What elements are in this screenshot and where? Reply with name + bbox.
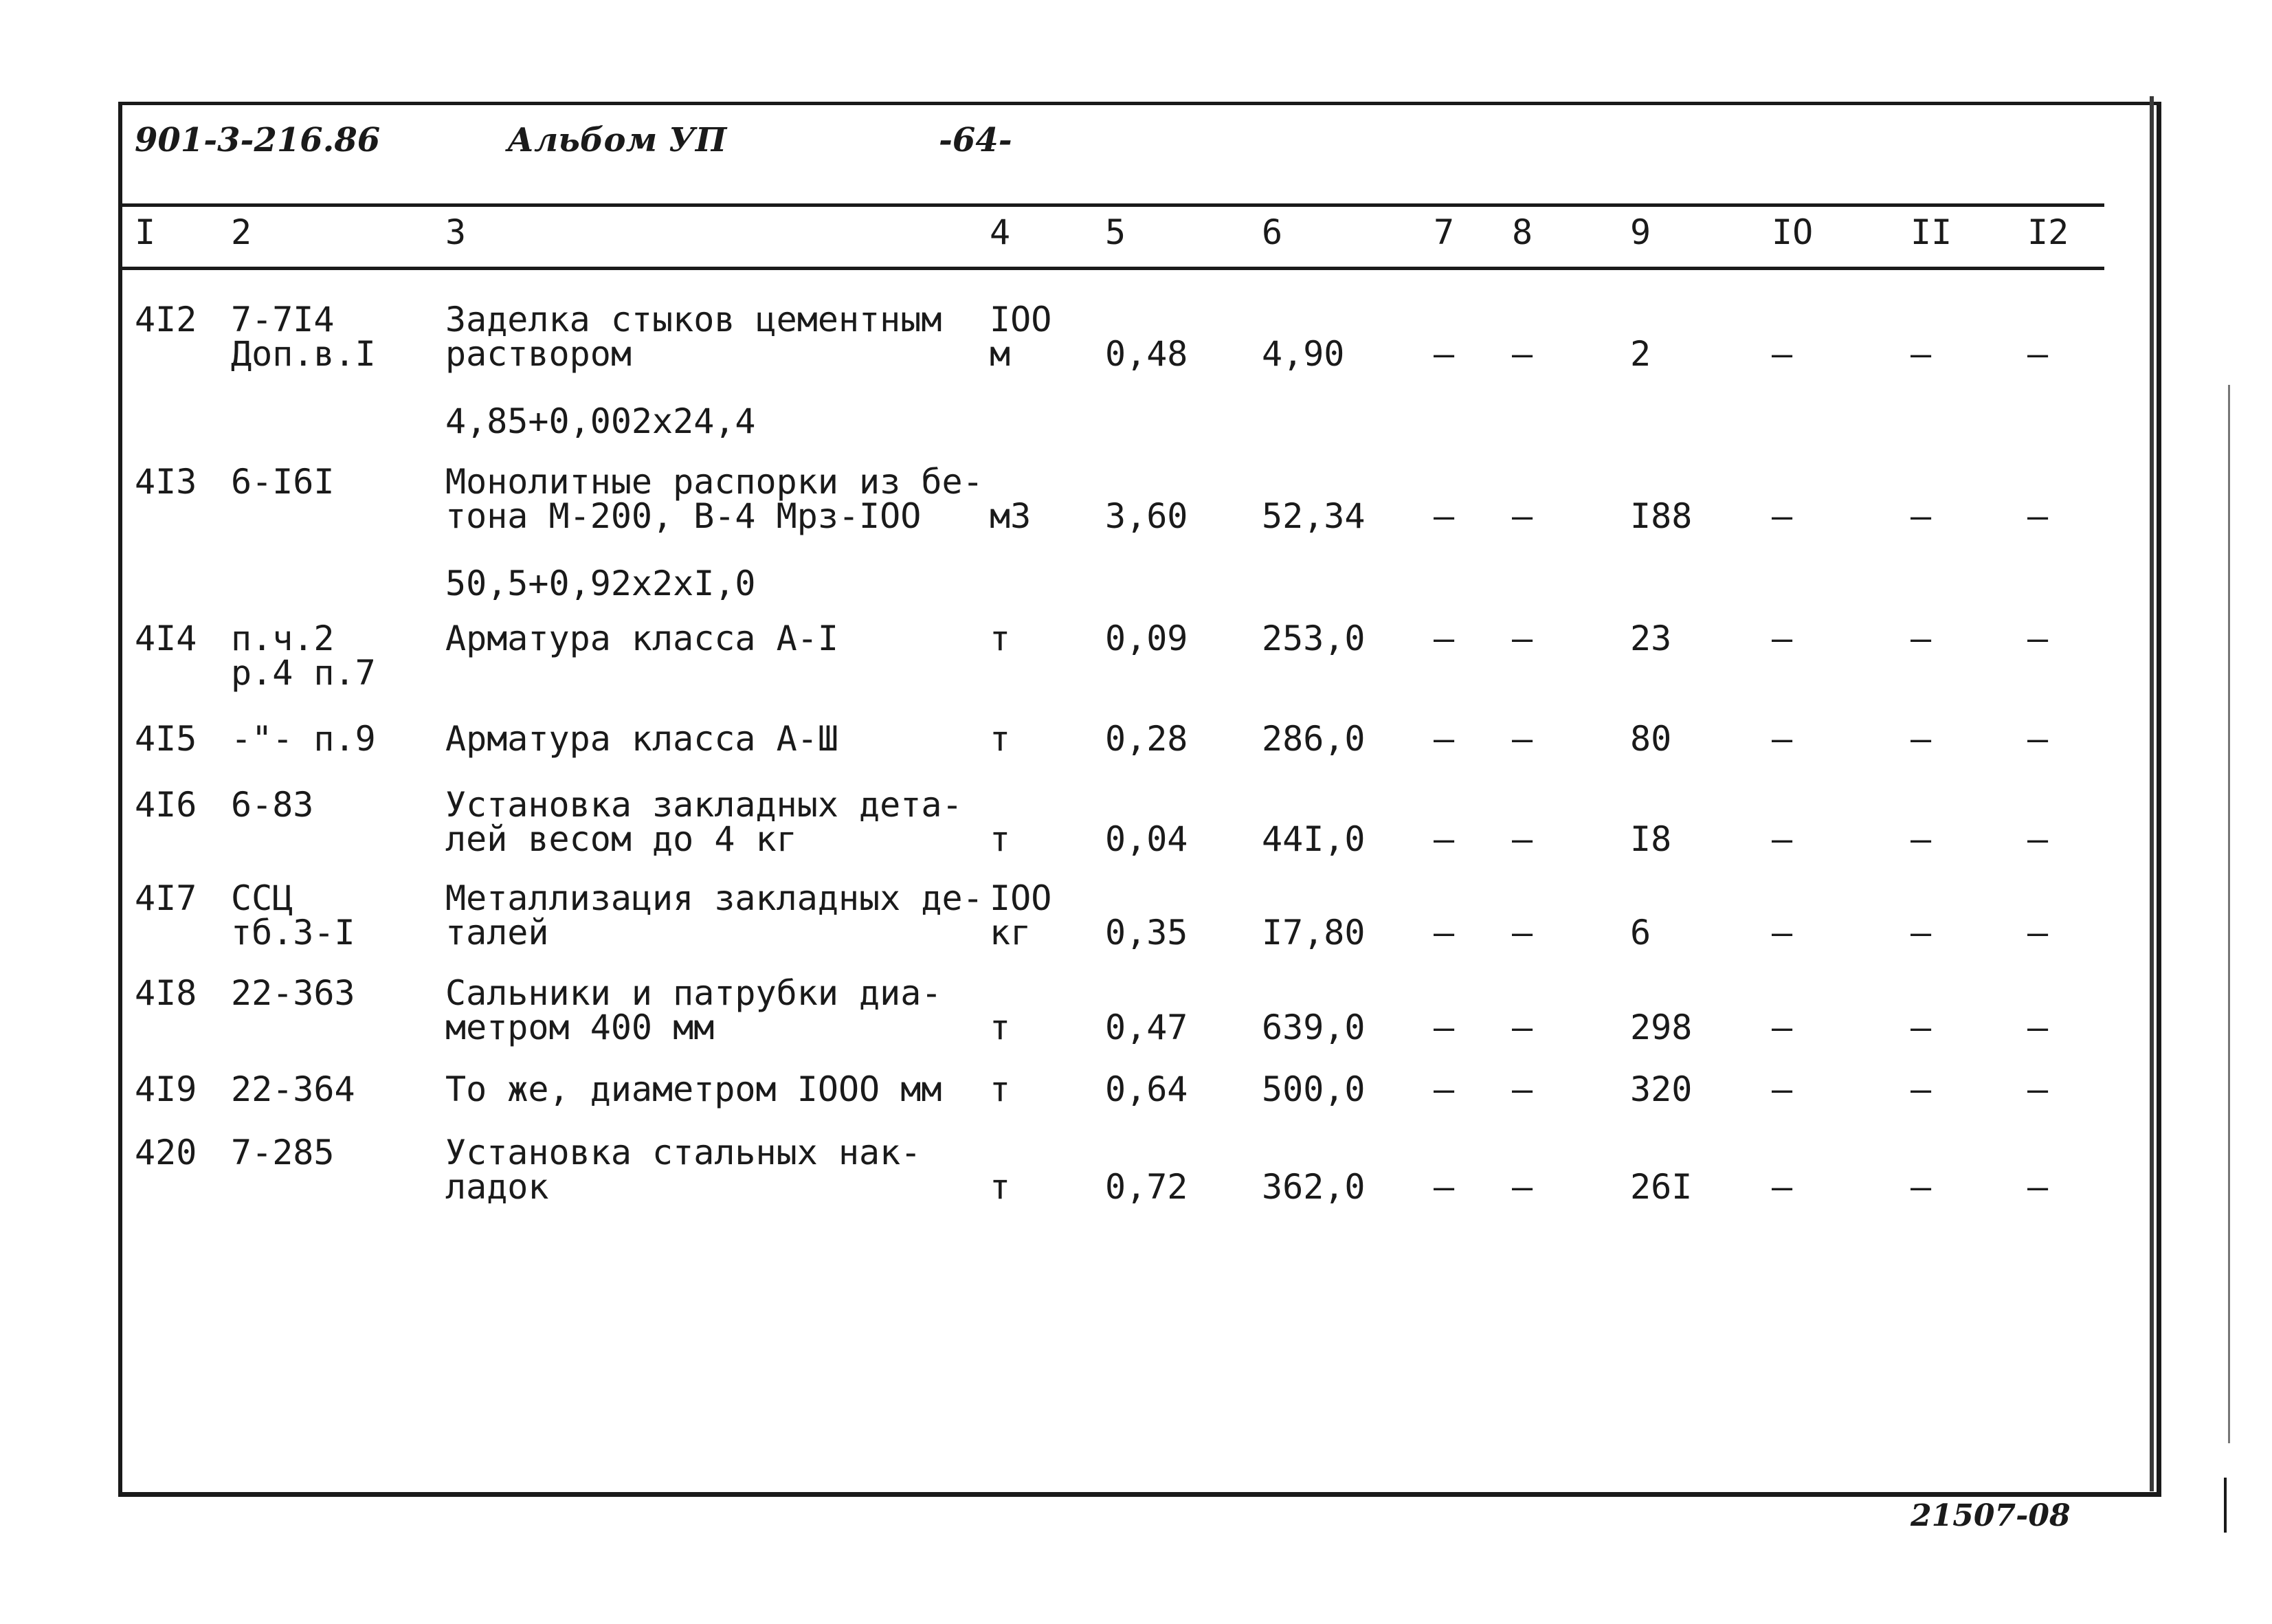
table-cell-c10: – bbox=[1772, 719, 1793, 759]
table-cell-c7: – bbox=[1434, 913, 1455, 953]
table-cell-c6: 500,0 bbox=[1262, 1069, 1366, 1109]
header-rule-top bbox=[118, 203, 2104, 207]
table-cell-c8: – bbox=[1512, 619, 1533, 658]
table-cell-n: 4I4 bbox=[135, 619, 197, 658]
column-header: I bbox=[135, 212, 156, 252]
column-header: II bbox=[1911, 212, 1952, 252]
table-cell-c7: – bbox=[1434, 619, 1455, 658]
table-cell-c7: – bbox=[1434, 719, 1455, 759]
table-cell-c11: – bbox=[1911, 619, 1932, 658]
table-cell-name: Сальники и патрубки диа- метром 400 мм bbox=[445, 973, 942, 1047]
table-cell-code: 7-285 bbox=[231, 1133, 335, 1172]
table-cell-c9: 298 bbox=[1630, 1008, 1693, 1047]
table-cell-unit: т bbox=[990, 819, 1011, 859]
table-cell-unit: м3 bbox=[990, 496, 1032, 536]
table-cell-c11: – bbox=[1911, 334, 1932, 374]
table-cell-c5: 0,09 bbox=[1105, 619, 1188, 658]
header-rule-bottom bbox=[118, 267, 2104, 270]
table-cell-c12: – bbox=[2027, 819, 2049, 859]
table-cell-c7: – bbox=[1434, 1008, 1455, 1047]
table-cell-c12: – bbox=[2027, 496, 2049, 536]
footer-code: 21507-08 bbox=[1911, 1498, 2071, 1533]
table-cell-name: Арматура класса А-Ш bbox=[445, 719, 838, 759]
column-header: I2 bbox=[2027, 212, 2069, 252]
table-cell-name: Металлизация закладных де- талей bbox=[445, 878, 983, 953]
table-cell-n: 4I2 bbox=[135, 300, 197, 340]
table-cell-c12: – bbox=[2027, 1069, 2049, 1109]
column-header: IO bbox=[1772, 212, 1814, 252]
table-cell-c9: 320 bbox=[1630, 1069, 1693, 1109]
table-cell-code: 22-363 bbox=[231, 973, 355, 1013]
table-cell-n: 4I7 bbox=[135, 878, 197, 918]
table-cell-code: 22-364 bbox=[231, 1069, 355, 1109]
table-cell-c8: – bbox=[1512, 1008, 1533, 1047]
table-cell-code: ССЦ тб.3-I bbox=[231, 878, 355, 953]
table-cell-c5: 0,64 bbox=[1105, 1069, 1188, 1109]
document-number: 901-3-216.86 bbox=[135, 121, 381, 159]
table-cell-c10: – bbox=[1772, 819, 1793, 859]
table-cell-c6: 362,0 bbox=[1262, 1167, 1366, 1207]
table-cell-code: -"- п.9 bbox=[231, 719, 376, 759]
album-label: Альбом УП bbox=[507, 121, 727, 159]
table-cell-c6: 253,0 bbox=[1262, 619, 1366, 658]
table-cell-code: п.ч.2 р.4 п.7 bbox=[231, 619, 376, 693]
table-cell-c6: 44I,0 bbox=[1262, 819, 1366, 859]
table-cell-n: 4I3 bbox=[135, 462, 197, 502]
table-cell-calc: 4,85+0,002x24,4 bbox=[445, 401, 756, 441]
table-cell-c10: – bbox=[1772, 913, 1793, 953]
table-cell-unit: IOO кг bbox=[990, 878, 1052, 953]
table-cell-c12: – bbox=[2027, 334, 2049, 374]
table-cell-c5: 0,72 bbox=[1105, 1167, 1188, 1207]
table-cell-c12: – bbox=[2027, 1167, 2049, 1207]
table-cell-c10: – bbox=[1772, 1069, 1793, 1109]
table-cell-c8: – bbox=[1512, 1069, 1533, 1109]
table-cell-unit: т bbox=[990, 1167, 1011, 1207]
binding-edge-tick bbox=[2224, 1478, 2227, 1533]
table-cell-c11: – bbox=[1911, 913, 1932, 953]
table-cell-c8: – bbox=[1512, 1167, 1533, 1207]
table-cell-c10: – bbox=[1772, 334, 1793, 374]
binding-edge-mark bbox=[2228, 385, 2230, 1443]
column-header: 2 bbox=[231, 212, 252, 252]
table-cell-unit: т bbox=[990, 619, 1011, 658]
table-cell-unit: т bbox=[990, 719, 1011, 759]
table-cell-c9: 2 bbox=[1630, 334, 1651, 374]
table-cell-c7: – bbox=[1434, 1069, 1455, 1109]
column-header: 9 bbox=[1630, 212, 1651, 252]
column-header: 6 bbox=[1262, 212, 1283, 252]
table-cell-unit: т bbox=[990, 1069, 1011, 1109]
table-cell-c10: – bbox=[1772, 619, 1793, 658]
table-cell-c6: 639,0 bbox=[1262, 1008, 1366, 1047]
table-cell-c10: – bbox=[1772, 496, 1793, 536]
table-cell-c8: – bbox=[1512, 334, 1533, 374]
table-cell-c10: – bbox=[1772, 1167, 1793, 1207]
table-cell-c5: 0,28 bbox=[1105, 719, 1188, 759]
table-cell-c8: – bbox=[1512, 819, 1533, 859]
table-cell-name: Заделка стыков цементным раствором bbox=[445, 300, 942, 374]
table-cell-c5: 0,48 bbox=[1105, 334, 1188, 374]
table-cell-c6: 4,90 bbox=[1262, 334, 1345, 374]
table-cell-n: 4I6 bbox=[135, 785, 197, 825]
column-header: 4 bbox=[990, 212, 1011, 252]
page-frame bbox=[118, 102, 2161, 1497]
table-cell-c6: 286,0 bbox=[1262, 719, 1366, 759]
table-cell-code: 7-7I4 Доп.в.I bbox=[231, 300, 376, 374]
table-cell-n: 4I8 bbox=[135, 973, 197, 1013]
page-number: -64- bbox=[939, 121, 1012, 159]
table-cell-c11: – bbox=[1911, 1069, 1932, 1109]
table-cell-n: 4I9 bbox=[135, 1069, 197, 1109]
right-edge-mark bbox=[2150, 96, 2154, 1491]
table-cell-c11: – bbox=[1911, 819, 1932, 859]
column-header: 7 bbox=[1434, 212, 1455, 252]
table-cell-c12: – bbox=[2027, 719, 2049, 759]
table-cell-unit: т bbox=[990, 1008, 1011, 1047]
table-cell-c12: – bbox=[2027, 1008, 2049, 1047]
table-cell-c6: I7,80 bbox=[1262, 913, 1366, 953]
column-header: 8 bbox=[1512, 212, 1533, 252]
table-cell-c11: – bbox=[1911, 1008, 1932, 1047]
table-cell-c11: – bbox=[1911, 496, 1932, 536]
table-cell-c5: 3,60 bbox=[1105, 496, 1188, 536]
table-cell-c12: – bbox=[2027, 913, 2049, 953]
table-cell-c5: 0,47 bbox=[1105, 1008, 1188, 1047]
table-cell-c11: – bbox=[1911, 719, 1932, 759]
table-cell-c10: – bbox=[1772, 1008, 1793, 1047]
table-cell-n: 4I5 bbox=[135, 719, 197, 759]
table-cell-code: 6-I6I bbox=[231, 462, 335, 502]
table-cell-c8: – bbox=[1512, 913, 1533, 953]
column-header: 3 bbox=[445, 212, 467, 252]
table-cell-name: Установка закладных дета- лей весом до 4 кг bbox=[445, 785, 963, 859]
table-cell-c7: – bbox=[1434, 496, 1455, 536]
table-cell-c5: 0,04 bbox=[1105, 819, 1188, 859]
table-cell-calc: 50,5+0,92x2xI,0 bbox=[445, 564, 756, 603]
table-cell-c7: – bbox=[1434, 334, 1455, 374]
table-cell-c9: 23 bbox=[1630, 619, 1672, 658]
table-cell-c9: 80 bbox=[1630, 719, 1672, 759]
table-cell-c9: 26I bbox=[1630, 1167, 1693, 1207]
table-cell-c5: 0,35 bbox=[1105, 913, 1188, 953]
table-cell-n: 420 bbox=[135, 1133, 197, 1172]
table-cell-name: Монолитные распорки из бе- тона М-200, В-4 Мрз-IOO bbox=[445, 462, 983, 536]
table-cell-name: Арматура класса А-I bbox=[445, 619, 838, 658]
table-cell-c9: I8 bbox=[1630, 819, 1672, 859]
table-cell-c9: 6 bbox=[1630, 913, 1651, 953]
table-cell-name: Установка стальных нак- ладок bbox=[445, 1133, 922, 1207]
table-cell-c7: – bbox=[1434, 1167, 1455, 1207]
table-cell-c11: – bbox=[1911, 1167, 1932, 1207]
table-cell-c9: I88 bbox=[1630, 496, 1693, 536]
table-cell-c7: – bbox=[1434, 819, 1455, 859]
table-cell-c6: 52,34 bbox=[1262, 496, 1366, 536]
table-cell-c12: – bbox=[2027, 619, 2049, 658]
table-cell-code: 6-83 bbox=[231, 785, 314, 825]
table-cell-c8: – bbox=[1512, 496, 1533, 536]
column-header: 5 bbox=[1105, 212, 1126, 252]
table-cell-c8: – bbox=[1512, 719, 1533, 759]
table-cell-name: То же, диаметром IOOO мм bbox=[445, 1069, 942, 1109]
table-cell-unit: IOO м bbox=[990, 300, 1052, 374]
